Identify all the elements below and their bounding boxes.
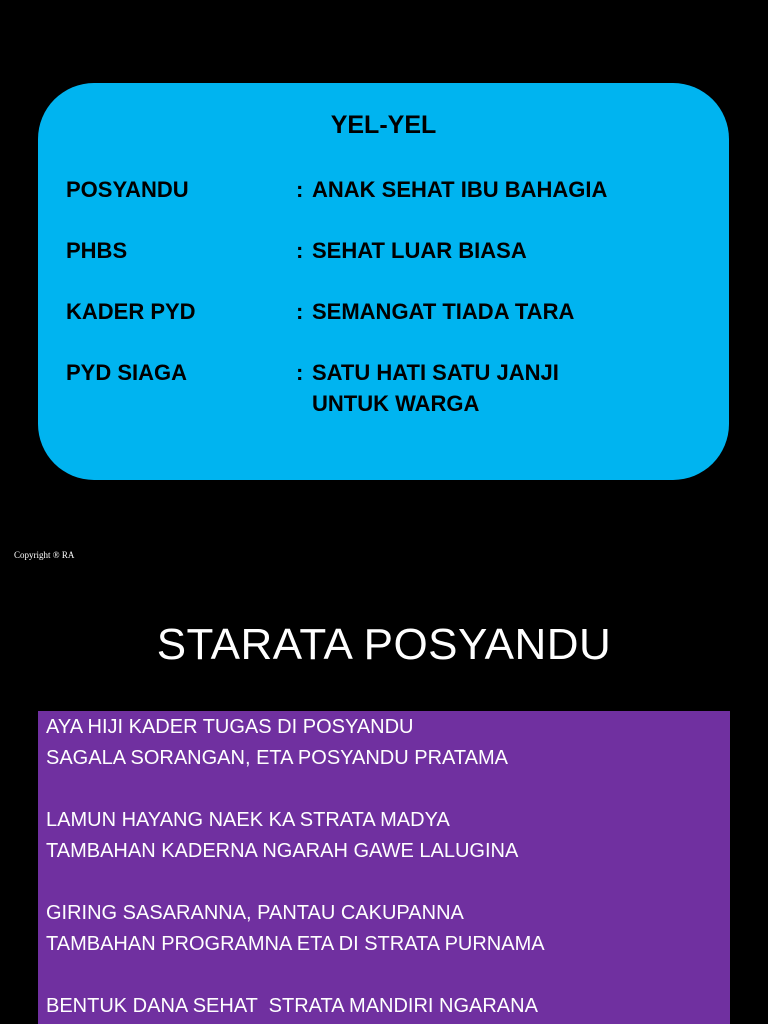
yel-row-key: PYD SIAGA	[66, 360, 188, 385]
yel-row-value: SEHAT LUAR BIASA	[312, 238, 527, 263]
strata-title: STARATA POSYANDU	[156, 620, 612, 669]
lyric-line: SAGALA SORANGAN, ETA POSYANDU PRATAMA	[46, 747, 508, 769]
yel-row-value: SATU HATI SATU JANJI UNTUK WARGA	[312, 360, 559, 416]
yel-row-key: KADER PYD	[66, 299, 196, 324]
yel-row-posyandu	[66, 174, 709, 205]
yel-row-colon: :	[296, 299, 304, 324]
yel-yel-panel	[38, 83, 729, 480]
yel-row-colon: :	[296, 238, 304, 263]
yel-row-pyd-siaga	[66, 357, 709, 419]
yel-row-kader-pyd	[66, 296, 709, 327]
lyric-line: GIRING SASARANNA, PANTAU CAKUPANNA	[46, 902, 464, 924]
lyric-line: AYA HIJI KADER TUGAS DI POSYANDU	[46, 716, 414, 738]
strata-lyrics-panel	[38, 711, 730, 1024]
yel-row-key: PHBS	[66, 238, 128, 263]
yel-row-phbs	[66, 235, 709, 266]
yel-row-colon: :	[296, 360, 304, 385]
yel-yel-title: YEL-YEL	[330, 111, 437, 139]
yel-row-colon: :	[296, 177, 304, 202]
yel-row-value: ANAK SEHAT IBU BAHAGIA	[312, 177, 608, 202]
lyric-line: TAMBAHAN KADERNA NGARAH GAWE LALUGINA	[46, 840, 519, 862]
lyric-line: LAMUN HAYANG NAEK KA STRATA MADYA	[46, 809, 450, 831]
yel-row-value: SEMANGAT TIADA TARA	[312, 299, 575, 324]
lyric-line: BENTUK DANA SEHAT STRATA MANDIRI NGARANA	[46, 995, 538, 1017]
copyright-notice: Copyright ® RA	[14, 550, 75, 560]
yel-row-key: POSYANDU	[66, 177, 189, 202]
lyric-line: TAMBAHAN PROGRAMNA ETA DI STRATA PURNAMA	[46, 933, 545, 955]
